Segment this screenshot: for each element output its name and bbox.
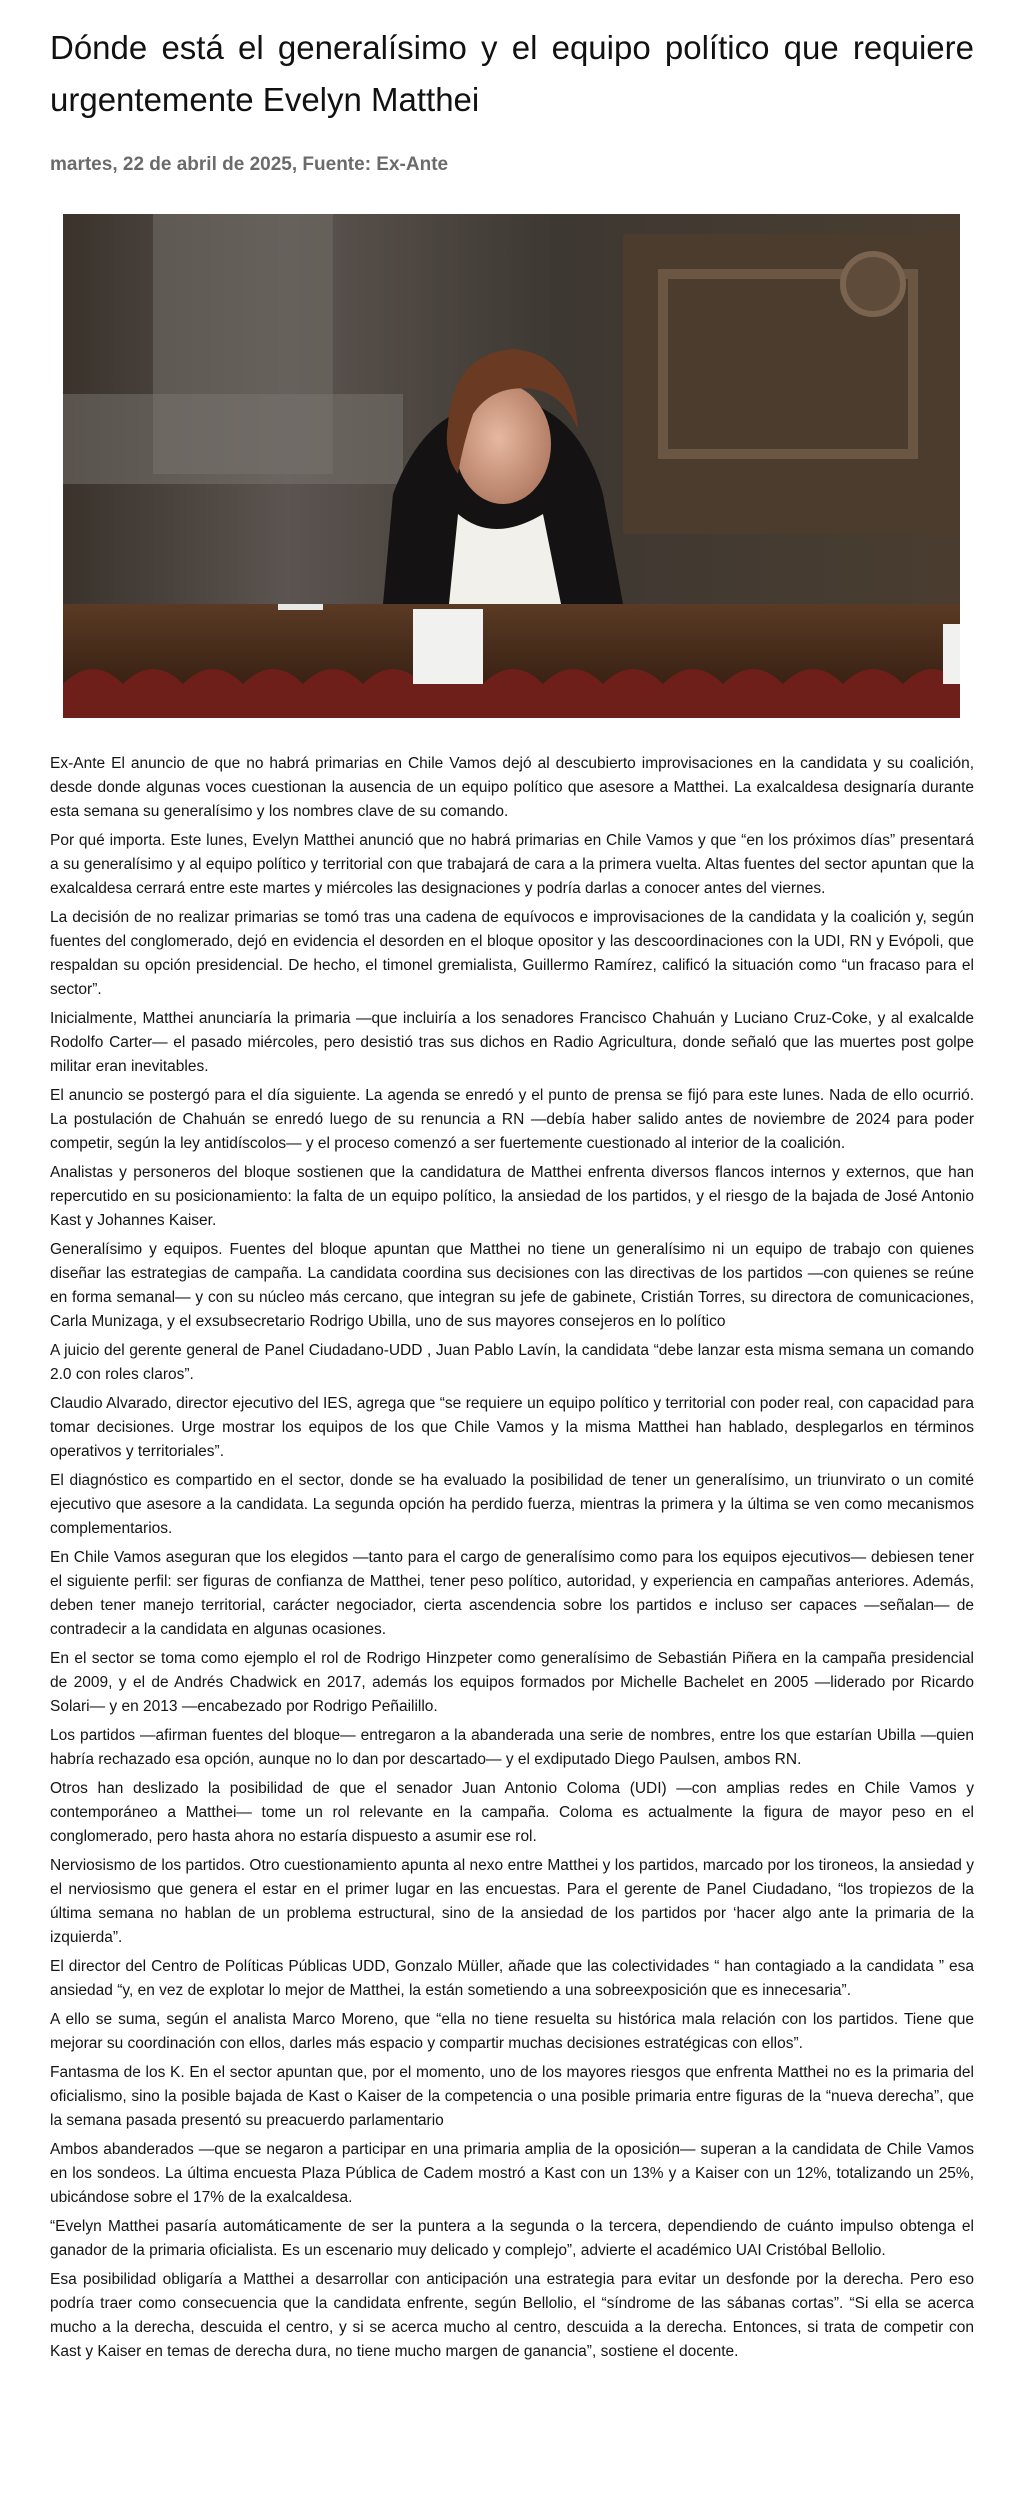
article-paragraph: Ex-Ante El anuncio de que no habrá primarias en Chile Vamos dejó al descubierto improvisaciones en la candidata y su coalición, desde donde algunas voces cuestionan la ausencia de un equipo político que asesore a Matthei. La exalcaldesa designaría durante esta semana su generalísimo y los nombres clave de su comando.	[50, 755, 974, 820]
article-paragraph: El diagnóstico es compartido en el sector, donde se ha evaluado la posibilidad de tener un generalísimo, un triunvirato o un comité ejecutivo que asesore a la candidata. La segunda opción ha perdido fuerza, mientras la primera y la última se ven como mecanismos complementarios.	[50, 1472, 974, 1537]
article-paragraph: La decisión de no realizar primarias se tomó tras una cadena de equívocos e improvisaciones de la candidata y la coalición y, según fuentes del conglomerado, dejó en evidencia el desorden en el bloque opositor y las descoordinaciones con la UDI, RN y Evópoli, que respaldan su opción presidencial. De hecho, el timonel gremialista, Guillermo Ramírez, calificó la situación como “un fracaso para el sector”.	[50, 909, 974, 998]
article-paragraph: Fantasma de los K. En el sector apuntan que, por el momento, uno de los mayores riesgos que enfrenta Matthei no es la primaria del oficialismo, sino la posible bajada de Kast o Kaiser de la competencia o una posible primaria entre figuras de la “nueva derecha”, que la semana pasada presentó su preacuerdo parlamentario	[50, 2064, 974, 2129]
article-paragraph: El anuncio se postergó para el día siguiente. La agenda se enredó y el punto de prensa se fijó para este lunes. Nada de ello ocurrió. La postulación de Chahuán se enredó luego de su renuncia a RN —debía haber salido antes de noviembre de 2024 para poder competir, según la ley antidíscolos— y el proceso comenzó a ser fuertemente cuestionado al interior de la coalición.	[50, 1087, 974, 1152]
article-body	[50, 752, 974, 2369]
article-paragraph: Por qué importa. Este lunes, Evelyn Matthei anunció que no habrá primarias en Chile Vamos y que “en los próximos días” presentará a su generalísimo y al equipo político y territorial con que trabajará de cara a la primera vuelta. Altas fuentes del sector apuntan que la exalcaldesa cerrará entre este martes y miércoles las designaciones y podría darlas a conocer antes del viernes.	[50, 832, 974, 897]
article-paragraph: En el sector se toma como ejemplo el rol de Rodrigo Hinzpeter como generalísimo de Sebastián Piñera en la campaña presidencial de 2009, y el de Andrés Chadwick en 2017, además los equipos formados por Michelle Bachelet en 2005 —liderado por Ricardo Solari— y en 2013 —encabezado por Rodrigo Peñailillo.	[50, 1650, 974, 1715]
article-title: Dónde está el generalísimo y el equipo político que requiere urgentemente Evelyn Matthei	[50, 29, 974, 118]
article-paragraph: Inicialmente, Matthei anunciaría la primaria —que incluiría a los senadores Francisco Chahuán y Luciano Cruz-Coke, y al exalcalde Rodolfo Carter— el pasado miércoles, pero desistió tras sus dichos en Radio Agricultura, donde señaló que las muertes post golpe militar eran inevitables.	[50, 1010, 974, 1075]
article-photo	[63, 214, 960, 718]
article-meta: martes, 22 de abril de 2025, Fuente: Ex-Ante	[50, 154, 449, 175]
article-paragraph: El director del Centro de Políticas Públicas UDD, Gonzalo Müller, añade que las colectividades “ han contagiado a la candidata ” esa ansiedad “y, en vez de explotar lo mejor de Matthei, la están sometiendo a una sobreexposición que es innecesaria”.	[50, 1958, 974, 1999]
article-paragraph: A juicio del gerente general de Panel Ciudadano-UDD , Juan Pablo Lavín, la candidata “debe lanzar esta misma semana un comando 2.0 con roles claros”.	[50, 1342, 974, 1383]
article-photo-illustration	[63, 214, 960, 718]
article-paragraph: Nerviosismo de los partidos. Otro cuestionamiento apunta al nexo entre Matthei y los partidos, marcado por los tironeos, la ansiedad y el nerviosismo que genera el estar en el primer lugar en las encuestas. Para el gerente de Panel Ciudadano, “los tropiezos de la última semana no hablan de un problema estructural, sino de la ansiedad de los partidos por ‘hacer algo ante la primaria de la izquierda”.	[50, 1857, 974, 1946]
article-paragraph: Esa posibilidad obligaría a Matthei a desarrollar con anticipación una estrategia para evitar un desfonde por la derecha. Pero eso podría traer como consecuencia que la candidata enfrente, según Bellolio, el “síndrome de las sábanas cortas”. “Si ella se acerca mucho a la derecha, descuida el centro, y si se acerca mucho al centro, descuida a la derecha. Entonces, si trata de competir con Kast y Kaiser en temas de derecha dura, no tiene mucho margen de ganancia”, sostiene el docente.	[50, 2271, 974, 2360]
article-paragraph: Claudio Alvarado, director ejecutivo del IES, agrega que “se requiere un equipo político y territorial con poder real, con capacidad para tomar decisiones. Urge mostrar los equipos de los que Chile Vamos y la misma Matthei han hablado, desplegarlos en términos operativos y territoriales”.	[50, 1395, 974, 1460]
article-paragraph: En Chile Vamos aseguran que los elegidos —tanto para el cargo de generalísimo como para los equipos ejecutivos— debiesen tener el siguiente perfil: ser figuras de confianza de Matthei, tener peso político, autoridad, y experiencia en campañas anteriores. Además, deben tener manejo territorial, carácter negociador, cierta ascendencia sobre los partidos e incluso ser capaces —señalan— de contradecir a la candidata en algunas ocasiones.	[50, 1549, 974, 1638]
article-paragraph: Ambos abanderados —que se negaron a participar en una primaria amplia de la oposición— superan a la candidata de Chile Vamos en los sondeos. La última encuesta Plaza Pública de Cadem mostró a Kast con un 13% y a Kaiser con un 12%, totalizando un 25%, ubicándose sobre el 17% de la exalcaldesa.	[50, 2141, 974, 2206]
article-paragraph: Los partidos —afirman fuentes del bloque— entregaron a la abanderada una serie de nombres, entre los que estarían Ubilla —quien habría rechazado esa opción, aunque no lo dan por descartado— y el exdiputado Diego Paulsen, ambos RN.	[50, 1727, 974, 1768]
article-paragraph: “Evelyn Matthei pasaría automáticamente de ser la puntera a la segunda o la tercera, dependiendo de cuánto impulso obtenga el ganador de la primaria oficialista. Es un escenario muy delicado y complejo”, advierte el académico UAI Cristóbal Bellolio.	[50, 2218, 974, 2259]
article-paragraph: Analistas y personeros del bloque sostienen que la candidatura de Matthei enfrenta diversos flancos internos y externos, que han repercutido en su posicionamiento: la falta de un equipo político, la ansiedad de los partidos, y el riesgo de la bajada de José Antonio Kast y Johannes Kaiser.	[50, 1164, 974, 1229]
article-paragraph: Otros han deslizado la posibilidad de que el senador Juan Antonio Coloma (UDI) —con amplias redes en Chile Vamos y contemporáneo a Matthei— tome un rol relevante en la campaña. Coloma es actualmente la figura de mayor peso en el conglomerado, pero hasta ahora no estaría dispuesto a asumir ese rol.	[50, 1780, 974, 1845]
article-paragraph: Generalísimo y equipos. Fuentes del bloque apuntan que Matthei no tiene un generalísimo ni un equipo de trabajo con quienes diseñar las estrategias de campaña. La candidata coordina sus decisiones con las directivas de los partidos —con quienes se reúne en forma semanal— y con su núcleo más cercano, que integran su jefe de gabinete, Cristián Torres, su directora de comunicaciones, Carla Munizaga, y el exsubsecretario Rodrigo Ubilla, uno de sus mayores consejeros en lo político	[50, 1241, 974, 1330]
article-paragraph: A ello se suma, según el analista Marco Moreno, que “ella no tiene resuelta su histórica mala relación con los partidos. Tiene que mejorar su coordinación con ellos, darles más espacio y compartir muchas decisiones estratégicas con ellos”.	[50, 2011, 974, 2052]
